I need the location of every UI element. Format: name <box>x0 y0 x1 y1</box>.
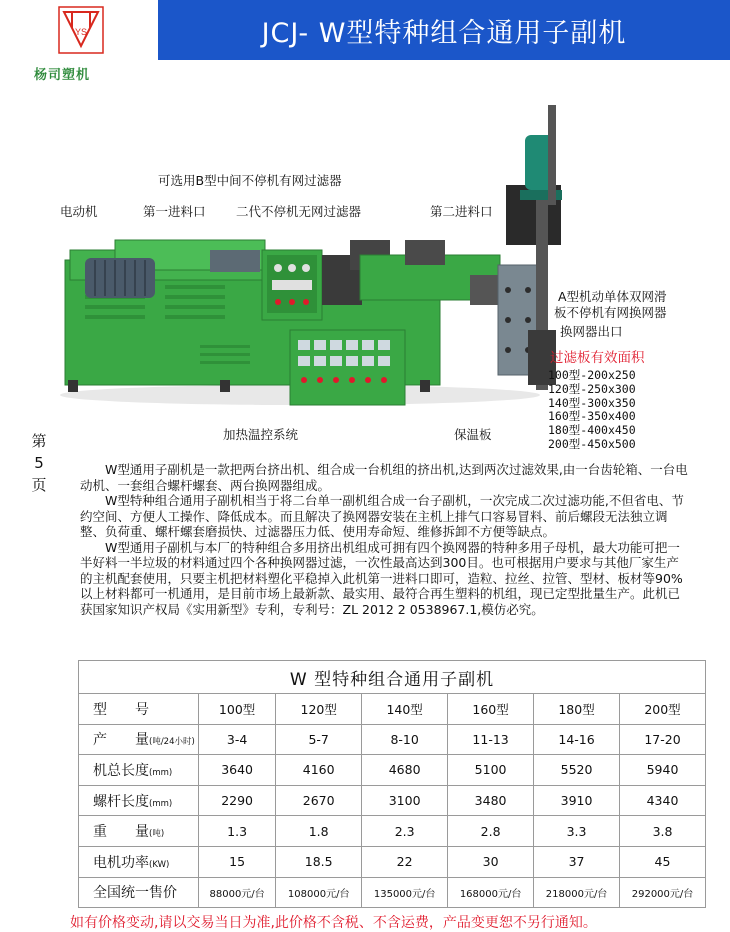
filter-spec-item: 100型-200x250 <box>548 368 636 382</box>
row-label-text: 全国统一售价 <box>93 885 177 902</box>
table-cell: 4160 <box>276 755 362 786</box>
filter-spec-item: 200型-450x500 <box>548 436 636 451</box>
callout-gen2-filter: 二代不停机无网过滤器 <box>236 204 362 219</box>
logo-text: 杨司塑机 <box>34 68 91 83</box>
page-label-char: 第 <box>31 432 47 450</box>
table-cell: 15 <box>199 846 276 877</box>
table-cell: 22 <box>362 846 448 877</box>
description-paragraph: W型通用子副机是一款把两台挤出机、组合成一台机组的挤出机,达到两次过滤效果,由一台齿轮箱、一台电动机、一套组合螺杆螺套、两台换网器组成。 <box>80 462 688 493</box>
header-bar <box>158 0 730 60</box>
page-label-char: 页 <box>31 476 47 494</box>
table-cell: 1.3 <box>199 816 276 847</box>
table-cell: 135000元/台 <box>362 877 448 908</box>
table-cell: 5520 <box>534 755 620 786</box>
table-row <box>79 724 706 755</box>
filter-spec-item: 180型-400x450 <box>548 423 636 438</box>
table-row <box>79 694 706 725</box>
callout-heating-control: 加热温控系统 <box>223 427 299 442</box>
table-cell: 2.3 <box>362 816 448 847</box>
row-label-text: 电机功率 <box>93 854 149 871</box>
table-cell: 30 <box>448 846 534 877</box>
table-cell: 100型 <box>199 694 276 725</box>
row-label <box>79 785 199 816</box>
table-row <box>79 755 706 786</box>
callout-changer-outlet: 换网器出口 <box>560 324 623 339</box>
table-cell: 218000元/台 <box>534 877 620 908</box>
row-label <box>79 846 199 877</box>
table-cell: 140型 <box>362 694 448 725</box>
row-label-text: 重 量 <box>93 824 149 841</box>
filter-spec-item: 160型-350x400 <box>548 409 636 424</box>
table-cell: 17-20 <box>620 724 706 755</box>
logo-mark-icon <box>58 6 104 54</box>
table-cell: 3.3 <box>534 816 620 847</box>
row-label-text: 螺杆长度 <box>93 793 149 810</box>
company-logo <box>8 4 148 82</box>
table-cell: 4340 <box>620 785 706 816</box>
page-label-number: 5 <box>34 454 44 472</box>
callout-feed-port-2: 第二进料口 <box>430 204 493 219</box>
row-label <box>79 755 199 786</box>
table-title-row <box>79 661 706 694</box>
table-cell: 45 <box>620 846 706 877</box>
table-cell: 5940 <box>620 755 706 786</box>
row-label <box>79 694 199 725</box>
table-cell: 14-16 <box>534 724 620 755</box>
table-cell: 3100 <box>362 785 448 816</box>
page-title: JCJ- W型特种组合通用子副机 <box>261 17 627 49</box>
row-label <box>79 816 199 847</box>
spec-table <box>78 660 706 908</box>
table-cell: 11-13 <box>448 724 534 755</box>
table-cell: 1.8 <box>276 816 362 847</box>
callout-type-a-changer-1: A型机动单体双网滑 <box>558 289 667 304</box>
row-unit: (mm) <box>149 767 173 778</box>
table-cell: 168000元/台 <box>448 877 534 908</box>
logo-mark-text: YS <box>74 27 88 37</box>
table-cell: 4680 <box>362 755 448 786</box>
callout-type-a-changer-2: 板不停机有网换网器 <box>554 305 667 320</box>
filter-spec-item: 140型-300x350 <box>548 395 636 410</box>
row-label <box>79 724 199 755</box>
callout-filter-area-title: 过滤板有效面积 <box>550 350 645 366</box>
row-label-text: 产 量 <box>93 732 149 749</box>
row-unit: (mm) <box>149 798 173 809</box>
table-cell: 3480 <box>448 785 534 816</box>
row-unit: (KW) <box>149 859 170 870</box>
table-cell: 2670 <box>276 785 362 816</box>
table-cell: 3640 <box>199 755 276 786</box>
callout-optional-filter: 可选用B型中间不停机有网过滤器 <box>158 173 342 188</box>
row-label-text: 机总长度 <box>93 762 149 779</box>
table-row <box>79 846 706 877</box>
callout-motor: 电动机 <box>60 204 98 219</box>
table-cell: 108000元/台 <box>276 877 362 908</box>
table-cell: 18.5 <box>276 846 362 877</box>
table-cell: 2.8 <box>448 816 534 847</box>
table-cell: 3910 <box>534 785 620 816</box>
table-cell: 8-10 <box>362 724 448 755</box>
filter-spec-item: 120型-250x300 <box>548 381 636 396</box>
filter-area-spec-list <box>548 369 636 452</box>
table-row <box>79 785 706 816</box>
table-cell: 2290 <box>199 785 276 816</box>
callout-feed-port-1: 第一进料口 <box>143 204 206 219</box>
description-paragraph: W型通用子副机与本厂的特种组合多用挤出机组成可拥有四个换网器的特种多用子母机，最大功能可把一半好料一半垃圾的材料通过四个各种换网器过滤，一次性最高达到300目。也可根据用户要求与其他厂家生产的主机配套使用，只要主机把材料塑化平稳掉入此机第一进料口即可，造粒、拉丝、拉管、型材、板材等90%以上材料都可一机通用，是目前市场上最新款、最实用、最符合再生塑料的机组，现已定型批量生产。此机已获国家知识产权局《实用新型》专利，专利号：ZL 2012 2 0538967.1,模仿必究。 <box>80 539 683 617</box>
table-cell: 160型 <box>448 694 534 725</box>
table-cell: 120型 <box>276 694 362 725</box>
table-title: W 型特种组合通用子副机 <box>79 661 706 694</box>
page-number-label <box>30 430 48 496</box>
table-cell: 5-7 <box>276 724 362 755</box>
table-cell: 37 <box>534 846 620 877</box>
table-cell: 200型 <box>620 694 706 725</box>
row-unit: (吨) <box>149 829 165 840</box>
callout-insulation-plate: 保温板 <box>454 427 492 442</box>
table-cell: 3.8 <box>620 816 706 847</box>
row-unit: (吨/24小时) <box>149 737 195 748</box>
table-cell: 5100 <box>448 755 534 786</box>
table-cell: 180型 <box>534 694 620 725</box>
table-row <box>79 816 706 847</box>
row-label-text: 型 号 <box>93 701 149 718</box>
spec-table-body <box>79 694 706 908</box>
table-row <box>79 877 706 908</box>
table-cell: 88000元/台 <box>199 877 276 908</box>
footer-note: 如有价格变动,请以交易当日为准,此价格不含税、不含运费，产品变更恕不另行通知。 <box>70 915 597 931</box>
table-cell: 3-4 <box>199 724 276 755</box>
table-cell: 292000元/台 <box>620 877 706 908</box>
product-description <box>80 462 690 617</box>
description-paragraph: W型特种组合通用子副机相当于将二台单一副机组合成一台子副机，一次完成二次过滤功能,不但省电、节约空间、方便人工操作、降低成本。而且解决了换网器安装在主机上排气口容易冒料、前后螺段无法独立调整、负荷重、螺杆螺套磨损快、过滤器压力低、使用寿命短、维修拆卸不方便等缺点。 <box>80 493 684 539</box>
row-label <box>79 877 199 908</box>
